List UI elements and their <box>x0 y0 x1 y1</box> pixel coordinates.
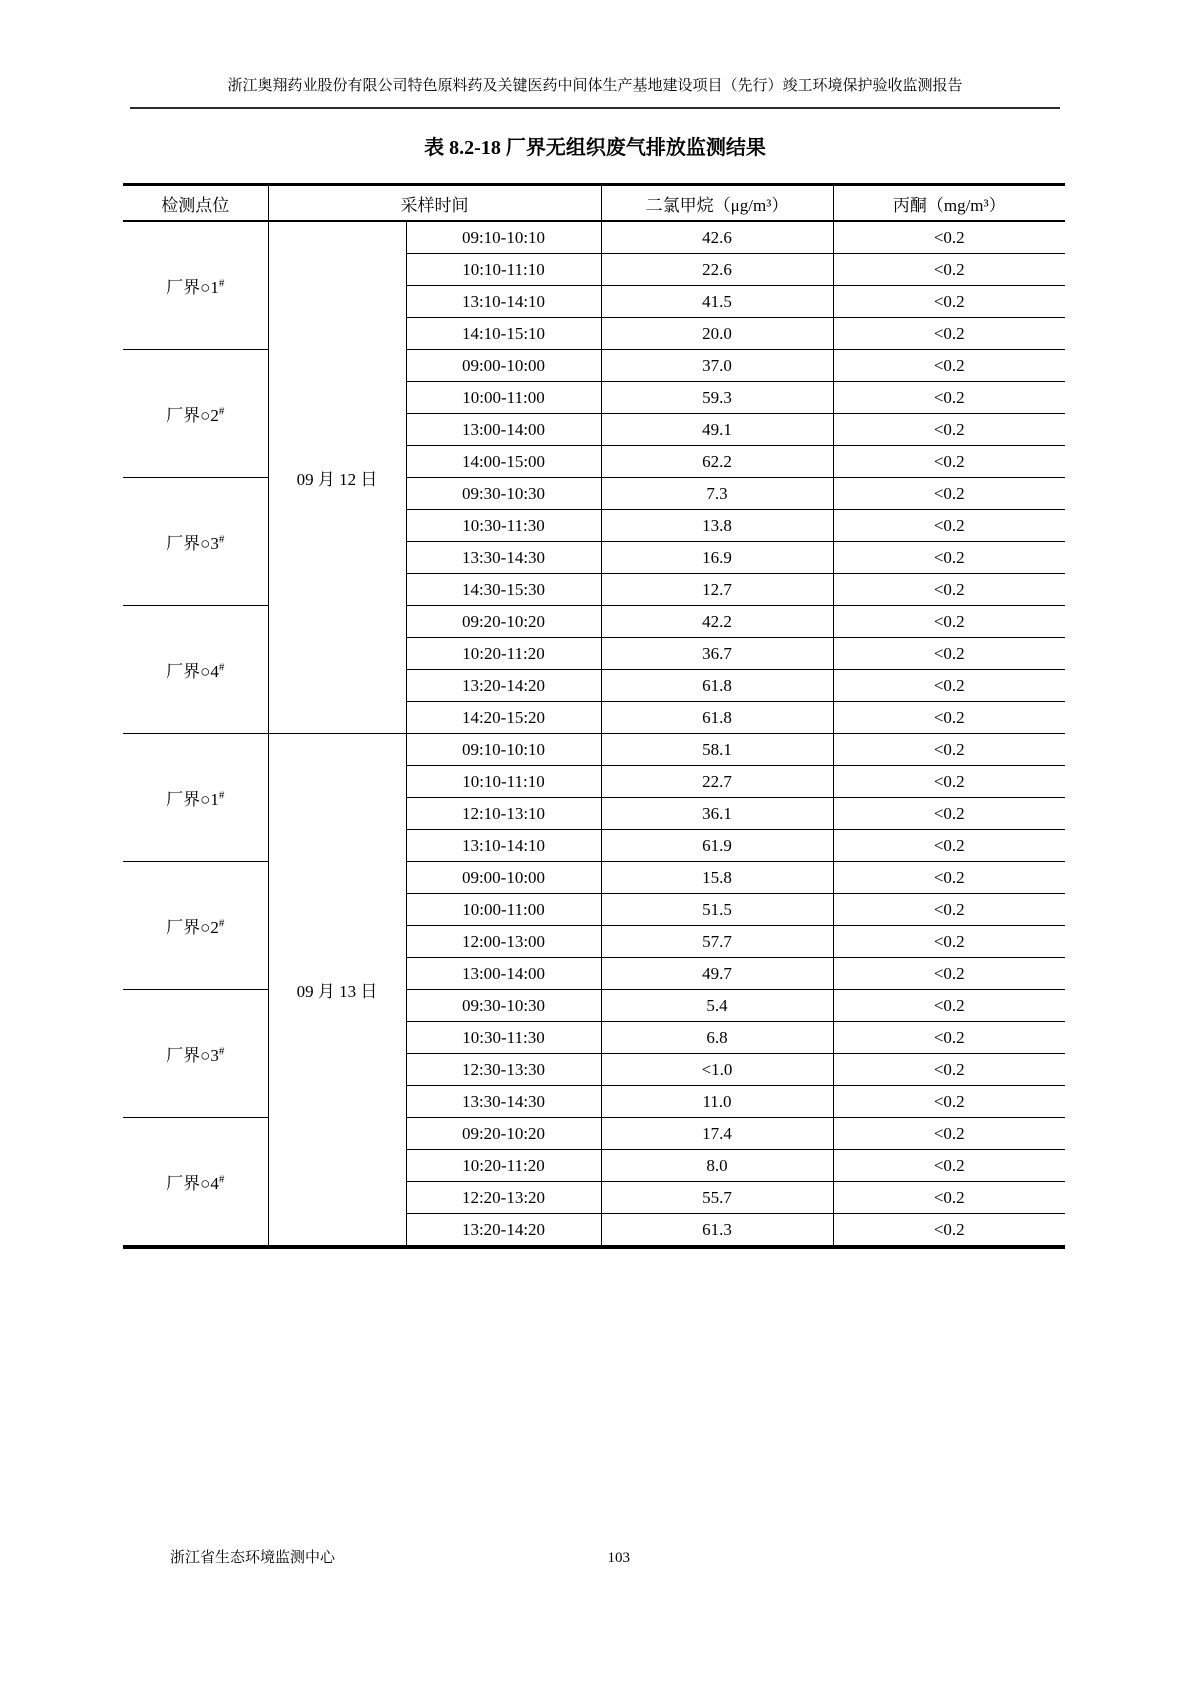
sampling-time-cell: 13:00-14:00 <box>406 414 601 446</box>
site-label: 厂界○4 <box>166 662 219 681</box>
sampling-time-cell: 14:10-15:10 <box>406 318 601 350</box>
sampling-time-cell: 13:10-14:10 <box>406 830 601 862</box>
site-cell <box>123 1118 268 1248</box>
acetone-value-cell: <0.2 <box>833 1214 1065 1248</box>
sampling-time-cell: 13:20-14:20 <box>406 670 601 702</box>
sampling-time-cell: 09:20-10:20 <box>406 1118 601 1150</box>
dichloromethane-value-cell: 51.5 <box>601 894 833 926</box>
acetone-value-cell: <0.2 <box>833 574 1065 606</box>
sampling-time-cell: 12:30-13:30 <box>406 1054 601 1086</box>
dichloromethane-value-cell: 16.9 <box>601 542 833 574</box>
acetone-value-cell: <0.2 <box>833 1118 1065 1150</box>
dichloromethane-value-cell: 5.4 <box>601 990 833 1022</box>
site-label-superscript: # <box>218 1173 225 1186</box>
col-header-site: 检测点位 <box>123 185 268 222</box>
col-header-dichloromethane: 二氯甲烷（μg/m³） <box>601 185 833 222</box>
sampling-time-cell: 13:10-14:10 <box>406 286 601 318</box>
header-divider <box>130 107 1060 109</box>
acetone-value-cell: <0.2 <box>833 606 1065 638</box>
footer-organization: 浙江省生态环境监测中心 <box>170 1550 336 1566</box>
acetone-value-cell: <0.2 <box>833 286 1065 318</box>
col-header-acetone: 丙酮（mg/m³） <box>833 185 1065 222</box>
sampling-time-cell: 12:00-13:00 <box>406 926 601 958</box>
table-row <box>123 990 1065 1022</box>
site-label-superscript: # <box>218 405 225 418</box>
acetone-value-cell: <0.2 <box>833 382 1065 414</box>
acetone-value-cell: <0.2 <box>833 638 1065 670</box>
sampling-time-cell: 09:30-10:30 <box>406 990 601 1022</box>
page-number: 103 <box>607 1550 631 1566</box>
sampling-time-cell: 09:20-10:20 <box>406 606 601 638</box>
dichloromethane-value-cell: 12.7 <box>601 574 833 606</box>
dichloromethane-value-cell: 6.8 <box>601 1022 833 1054</box>
site-label-superscript: # <box>218 789 225 802</box>
table-row <box>123 1118 1065 1150</box>
dichloromethane-value-cell: 37.0 <box>601 350 833 382</box>
dichloromethane-value-cell: 57.7 <box>601 926 833 958</box>
sampling-time-cell: 10:10-11:10 <box>406 254 601 286</box>
dichloromethane-value-cell: 36.7 <box>601 638 833 670</box>
site-cell <box>123 478 268 606</box>
site-label: 厂界○2 <box>166 918 219 937</box>
dichloromethane-value-cell: 13.8 <box>601 510 833 542</box>
table-row <box>123 478 1065 510</box>
acetone-value-cell: <0.2 <box>833 1086 1065 1118</box>
acetone-value-cell: <0.2 <box>833 734 1065 766</box>
table-body <box>123 221 1065 1247</box>
site-cell <box>123 350 268 478</box>
table-row <box>123 350 1065 382</box>
acetone-value-cell: <0.2 <box>833 414 1065 446</box>
site-label-superscript: # <box>218 661 225 674</box>
dichloromethane-value-cell: 42.2 <box>601 606 833 638</box>
acetone-value-cell: <0.2 <box>833 958 1065 990</box>
site-label-superscript: # <box>218 533 225 546</box>
date-cell: 09 月 13 日 <box>268 734 406 1248</box>
sampling-time-cell: 13:20-14:20 <box>406 1214 601 1248</box>
acetone-value-cell: <0.2 <box>833 798 1065 830</box>
sampling-time-cell: 14:30-15:30 <box>406 574 601 606</box>
sampling-time-cell: 13:30-14:30 <box>406 542 601 574</box>
dichloromethane-value-cell: 20.0 <box>601 318 833 350</box>
acetone-value-cell: <0.2 <box>833 221 1065 254</box>
dichloromethane-value-cell: 15.8 <box>601 862 833 894</box>
site-cell <box>123 990 268 1118</box>
dichloromethane-value-cell: <1.0 <box>601 1054 833 1086</box>
dichloromethane-value-cell: 55.7 <box>601 1182 833 1214</box>
acetone-value-cell: <0.2 <box>833 862 1065 894</box>
sampling-time-cell: 10:00-11:00 <box>406 894 601 926</box>
sampling-time-cell: 09:30-10:30 <box>406 478 601 510</box>
site-cell <box>123 221 268 350</box>
dichloromethane-value-cell: 22.6 <box>601 254 833 286</box>
document-header-text: 浙江奥翔药业股份有限公司特色原料药及关键医药中间体生产基地建设项目（先行）竣工环境保护验收监测报告 <box>227 78 963 94</box>
acetone-value-cell: <0.2 <box>833 350 1065 382</box>
site-label: 厂界○1 <box>166 278 219 297</box>
dichloromethane-value-cell: 61.9 <box>601 830 833 862</box>
dichloromethane-value-cell: 42.6 <box>601 221 833 254</box>
site-label: 厂界○4 <box>166 1174 219 1193</box>
acetone-value-cell: <0.2 <box>833 766 1065 798</box>
dichloromethane-value-cell: 11.0 <box>601 1086 833 1118</box>
dichloromethane-value-cell: 49.1 <box>601 414 833 446</box>
col-header-time: 采样时间 <box>268 185 601 222</box>
acetone-value-cell: <0.2 <box>833 1182 1065 1214</box>
acetone-value-cell: <0.2 <box>833 1054 1065 1086</box>
acetone-value-cell: <0.2 <box>833 670 1065 702</box>
site-label-superscript: # <box>218 277 225 290</box>
sampling-time-cell: 10:30-11:30 <box>406 1022 601 1054</box>
dichloromethane-value-cell: 8.0 <box>601 1150 833 1182</box>
acetone-value-cell: <0.2 <box>833 894 1065 926</box>
acetone-value-cell: <0.2 <box>833 510 1065 542</box>
table-row <box>123 221 1065 254</box>
sampling-time-cell: 09:10-10:10 <box>406 221 601 254</box>
sampling-time-cell: 10:20-11:20 <box>406 1150 601 1182</box>
dichloromethane-value-cell: 61.3 <box>601 1214 833 1248</box>
dichloromethane-value-cell: 62.2 <box>601 446 833 478</box>
sampling-time-cell: 14:20-15:20 <box>406 702 601 734</box>
site-cell <box>123 862 268 990</box>
sampling-time-cell: 10:10-11:10 <box>406 766 601 798</box>
acetone-value-cell: <0.2 <box>833 990 1065 1022</box>
sampling-time-cell: 09:00-10:00 <box>406 862 601 894</box>
site-cell <box>123 606 268 734</box>
site-label: 厂界○1 <box>166 790 219 809</box>
site-label-superscript: # <box>218 1045 225 1058</box>
acetone-value-cell: <0.2 <box>833 1022 1065 1054</box>
dichloromethane-value-cell: 58.1 <box>601 734 833 766</box>
sampling-time-cell: 13:00-14:00 <box>406 958 601 990</box>
site-label-superscript: # <box>218 917 225 930</box>
site-label: 厂界○3 <box>166 1046 219 1065</box>
acetone-value-cell: <0.2 <box>833 446 1065 478</box>
sampling-time-cell: 09:10-10:10 <box>406 734 601 766</box>
acetone-value-cell: <0.2 <box>833 702 1065 734</box>
dichloromethane-value-cell: 59.3 <box>601 382 833 414</box>
acetone-value-cell: <0.2 <box>833 318 1065 350</box>
sampling-time-cell: 09:00-10:00 <box>406 350 601 382</box>
acetone-value-cell: <0.2 <box>833 830 1065 862</box>
acetone-value-cell: <0.2 <box>833 478 1065 510</box>
dichloromethane-value-cell: 22.7 <box>601 766 833 798</box>
table-header <box>123 185 1065 222</box>
sampling-time-cell: 12:20-13:20 <box>406 1182 601 1214</box>
table-row <box>123 734 1065 766</box>
sampling-time-cell: 12:10-13:10 <box>406 798 601 830</box>
dichloromethane-value-cell: 36.1 <box>601 798 833 830</box>
acetone-value-cell: <0.2 <box>833 254 1065 286</box>
acetone-value-cell: <0.2 <box>833 1150 1065 1182</box>
sampling-time-cell: 10:30-11:30 <box>406 510 601 542</box>
dichloromethane-value-cell: 17.4 <box>601 1118 833 1150</box>
table-title: 表 8.2-18 厂界无组织废气排放监测结果 <box>424 137 766 159</box>
acetone-value-cell: <0.2 <box>833 542 1065 574</box>
table-row <box>123 862 1065 894</box>
document-header <box>0 76 1190 96</box>
monitoring-table <box>123 183 1065 1249</box>
sampling-time-cell: 10:20-11:20 <box>406 638 601 670</box>
dichloromethane-value-cell: 61.8 <box>601 702 833 734</box>
dichloromethane-value-cell: 49.7 <box>601 958 833 990</box>
dichloromethane-value-cell: 61.8 <box>601 670 833 702</box>
dichloromethane-value-cell: 41.5 <box>601 286 833 318</box>
site-cell <box>123 734 268 862</box>
site-label: 厂界○3 <box>166 534 219 553</box>
sampling-time-cell: 14:00-15:00 <box>406 446 601 478</box>
table-row <box>123 606 1065 638</box>
acetone-value-cell: <0.2 <box>833 926 1065 958</box>
sampling-time-cell: 10:00-11:00 <box>406 382 601 414</box>
date-cell: 09 月 12 日 <box>268 221 406 734</box>
dichloromethane-value-cell: 7.3 <box>601 478 833 510</box>
sampling-time-cell: 13:30-14:30 <box>406 1086 601 1118</box>
site-label: 厂界○2 <box>166 406 219 425</box>
table-header-row <box>123 185 1065 222</box>
